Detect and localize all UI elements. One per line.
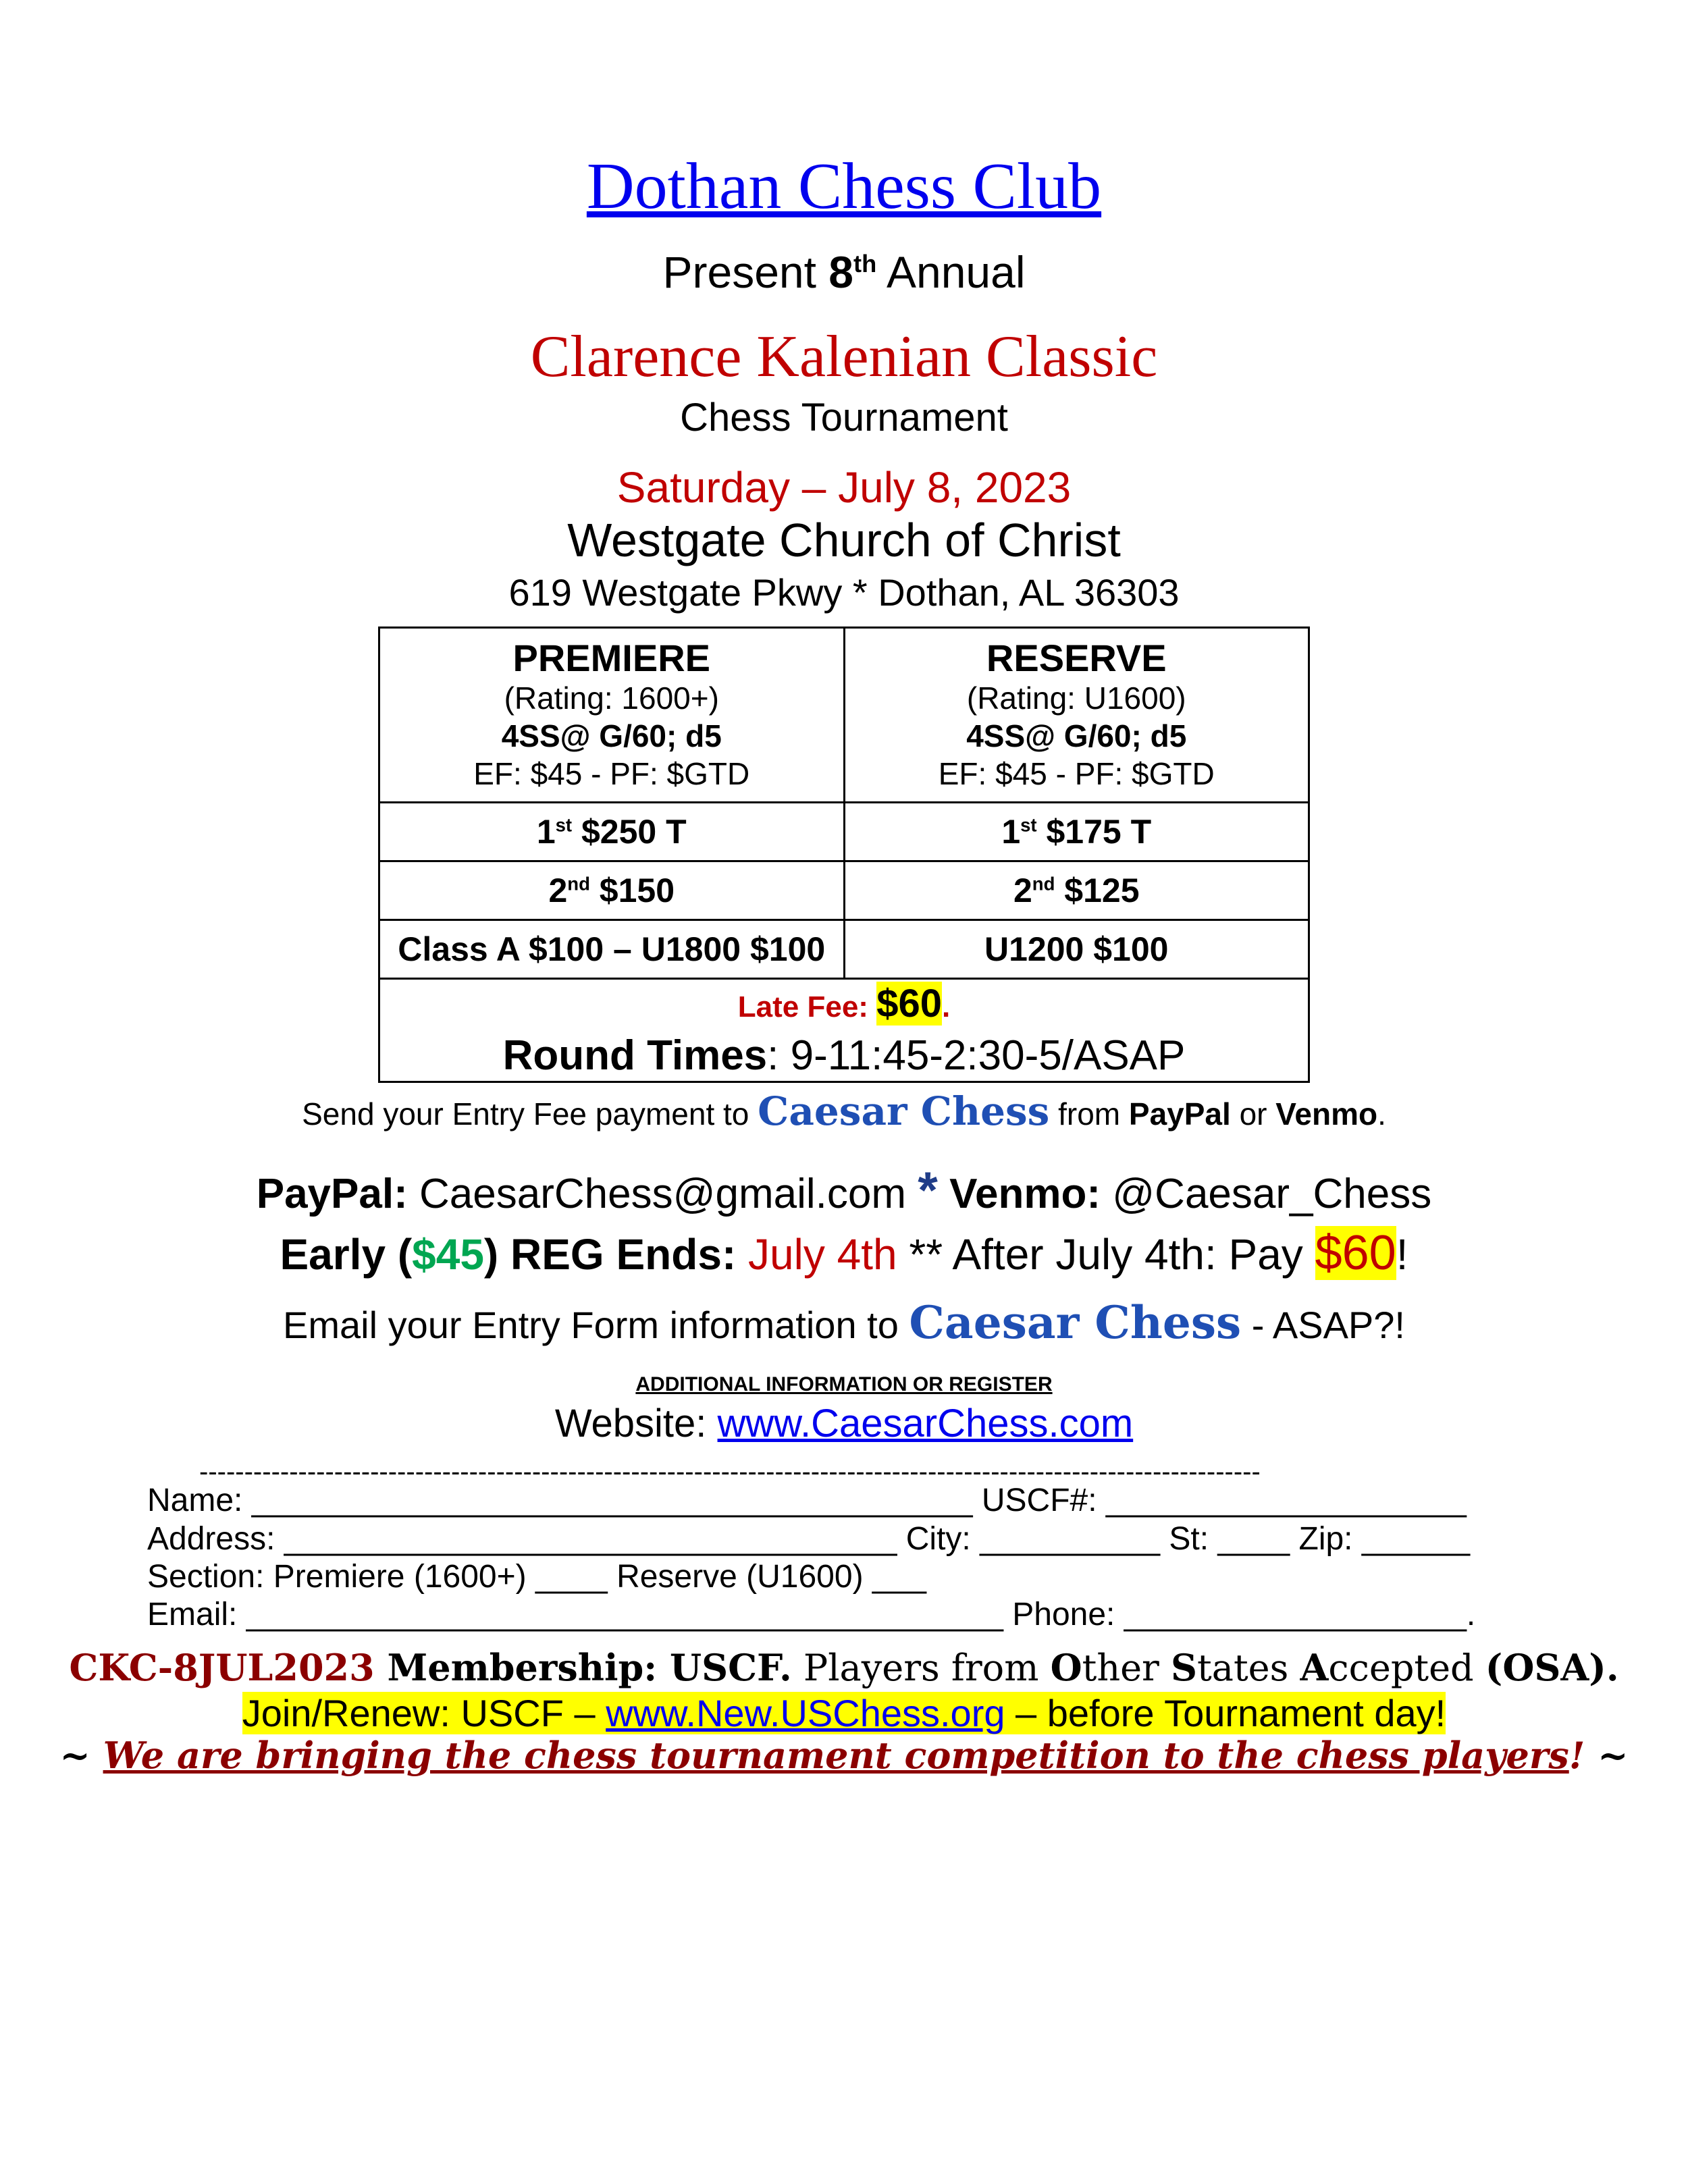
paypal-word: PayPal: [1128, 1096, 1231, 1131]
premiere-class-prize: Class A $100 – U1800 $100: [379, 920, 845, 979]
event-title: Clarence Kalenian Classic: [530, 324, 1158, 390]
reserve-format: 4SS@ G/60; d5: [966, 718, 1187, 753]
premiere-fees: EF: $45 - PF: $GTD: [473, 756, 750, 791]
late-fee-cell: [379, 979, 1309, 1082]
motto-text: We are bringing the chess tournament competition to the chess players: [103, 1734, 1569, 1777]
form-section-row: Section: Premiere (1600+) ____ Reserve (U1600) ___: [147, 1559, 926, 1595]
reserve-fees: EF: $45 - PF: $GTD: [938, 756, 1215, 791]
email-entry-line: Email your Entry Form information to Caesar Chess - ASAP?!: [283, 1296, 1405, 1349]
venmo-handle: @Caesar_Chess: [1101, 1171, 1432, 1217]
round-times-value: : 9-11:45-2:30-5/ASAP: [767, 1032, 1186, 1079]
form-divider: ----------------------------------------------------------------------------------------------------------------------: [199, 1457, 1261, 1487]
premiere-format: 4SS@ G/60; d5: [501, 718, 722, 753]
late-pay-amount: $60: [1315, 1226, 1396, 1280]
late-fee-line: Late Fee: $60.: [737, 982, 951, 1026]
sections-table: [378, 627, 1310, 1083]
premiere-name: PREMIERE: [512, 637, 710, 679]
osa-text: (OSA).: [1485, 1646, 1619, 1689]
early-registration-line: Early ($45) REG Ends: July 4th ** After July 4th: Pay $60!: [280, 1226, 1408, 1280]
event-subtitle: Chess Tournament: [680, 396, 1008, 440]
event-code: CKC-8JUL2023: [69, 1646, 375, 1689]
reserve-class-prize: U1200 $100: [844, 920, 1309, 979]
early-deadline: July 4th: [736, 1230, 897, 1279]
ordinal-number: 8th: [828, 247, 877, 297]
present-word: Present: [662, 247, 816, 297]
event-date: Saturday – July 8, 2023: [616, 463, 1072, 512]
additional-info-heading: ADDITIONAL INFORMATION OR REGISTER: [635, 1373, 1053, 1395]
late-fee-row: [379, 979, 1309, 1082]
paypal-email: CaesarChess@gmail.com: [407, 1171, 918, 1217]
club-title[interactable]: [0, 149, 1688, 224]
round-times: [380, 1032, 1308, 1080]
venmo-word: Venmo: [1275, 1096, 1378, 1131]
form-address-row: Address: __________________________________ City: __________ St: ____ Zip: ______: [147, 1521, 1471, 1557]
premiere-second-prize: 2nd $150: [379, 861, 845, 920]
paypal-label: PayPal:: [256, 1171, 408, 1217]
present-line: [0, 246, 1688, 298]
uschess-link[interactable]: www.New.USChess.org: [606, 1692, 1005, 1734]
premiere-rating: (Rating: 1600+): [504, 681, 719, 716]
form-email-row: Email: __________________________________________ Phone: ___________________.: [147, 1597, 1476, 1632]
class-prize-row: [379, 920, 1309, 979]
join-renew-highlight: Join/Renew: USCF – www.New.USChess.org – before Tournament day!: [242, 1692, 1446, 1734]
reserve-second-prize: 2nd $125: [844, 861, 1309, 920]
reserve-rating: (Rating: U1600): [966, 681, 1186, 716]
venmo-label: Venmo:: [937, 1171, 1101, 1217]
round-times-label: Round Times: [502, 1032, 768, 1079]
annual-word: Annual: [886, 247, 1026, 297]
caesar-chess-brand: Caesar Chess: [758, 1088, 1050, 1134]
premiere-header-cell: [379, 628, 845, 803]
late-fee-amount: $60: [876, 982, 942, 1026]
venue-name: Westgate Church of Christ: [567, 514, 1121, 566]
reserve-header-cell: [844, 628, 1309, 803]
website-line: Website: www.CaesarChess.com: [554, 1402, 1134, 1445]
send-payment-line: Send your Entry Fee payment to Caesar Chess from PayPal or Venmo.: [302, 1088, 1386, 1134]
website-link[interactable]: www.CaesarChess.com: [717, 1402, 1134, 1445]
reserve-name: RESERVE: [986, 637, 1167, 679]
early-fee-amount: $45: [412, 1230, 484, 1279]
venue-address: 619 Westgate Pkwy * Dothan, AL 36303: [508, 571, 1180, 614]
caesar-chess-brand-2: Caesar Chess: [909, 1296, 1242, 1349]
motto-line: ~ We are bringing the chess tournament competition to the chess players! ~: [59, 1734, 1629, 1777]
late-fee-label: Late Fee:: [737, 990, 877, 1023]
second-prize-row: [379, 861, 1309, 920]
form-name-row: Name: ________________________________________ USCF#: ____________________: [147, 1483, 1467, 1518]
section-header-row: [379, 628, 1309, 803]
club-title-link[interactable]: Dothan Chess Club: [586, 150, 1102, 223]
payment-accounts-line: [0, 1161, 1688, 1220]
first-prize-row: [379, 803, 1309, 861]
star-separator: *: [918, 1162, 938, 1219]
premiere-first-prize: 1st $250 T: [379, 803, 845, 861]
join-renew-line: [0, 1691, 1688, 1735]
membership-text: Membership: USCF.: [374, 1646, 792, 1689]
reserve-first-prize: 1st $175 T: [844, 803, 1309, 861]
membership-line: CKC-8JUL2023 Membership: USCF. Players from Other States Accepted (OSA).: [69, 1646, 1619, 1689]
